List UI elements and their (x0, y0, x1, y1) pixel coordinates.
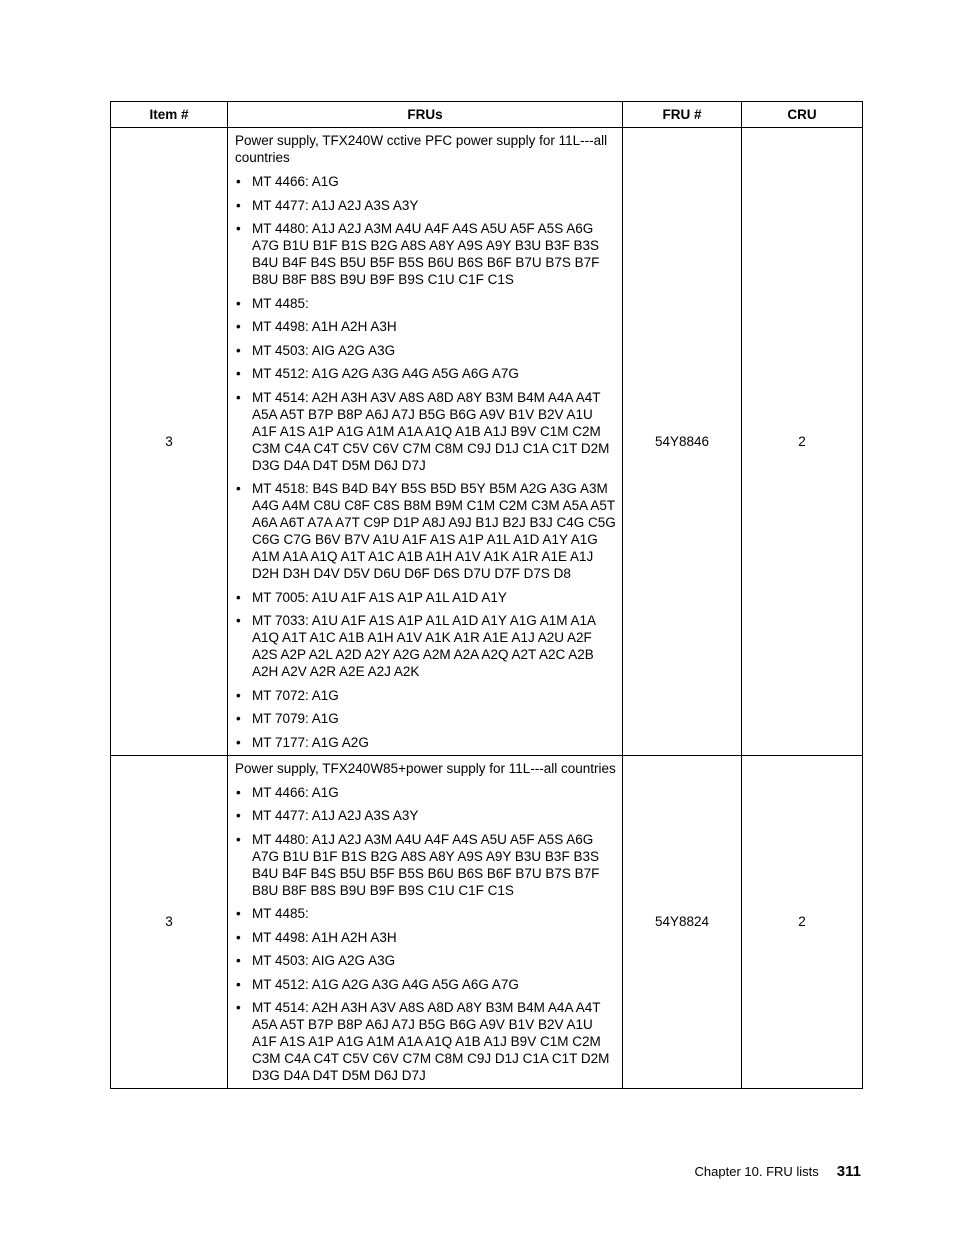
machine-type-text: MT 4498: A1H A2H A3H (252, 929, 397, 945)
list-item (235, 929, 616, 946)
machine-type-text: MT 4480: A1J A2J A3M A4U A4F A4S A5U A5F A5S A6G A7G B1U B1F B1S B2G A8S A8Y A9S A9Y B3U B3F B3S B4U B4F B4S B5U B5F B5S B6U B6S B6F B7U B7S B7F B8U B8F B8S B9U B9F B9S C1U C1F C1S (252, 221, 600, 287)
machine-type-text: MT 4480: A1J A2J A3M A4U A4F A4S A5U A5F A5S A6G A7G B1U B1F B1S B2G A8S A8Y A9S A9Y B3U B3F B3S B4U B4F B4S B5U B5F B5S B6U B6S B6F B7U B7S B7F B8U B8F B8S B9U B9F B9S C1U C1F C1S (252, 831, 600, 898)
cell-cru: 2 (742, 755, 863, 1089)
bullet-icon: • (236, 711, 241, 726)
bullet-icon: • (236, 808, 241, 823)
machine-type-text: MT 4503: AIG A2G A3G (252, 342, 396, 358)
list-item (235, 784, 616, 801)
table-row (111, 755, 863, 1089)
list-item (235, 807, 616, 824)
fru-table (110, 101, 863, 1089)
header-fru-number: FRU # (623, 102, 742, 128)
cell-cru: 2 (742, 128, 863, 756)
list-item (235, 999, 616, 1084)
machine-type-text: MT 4503: AIG A2G A3G (252, 953, 396, 968)
bullet-icon: • (236, 342, 241, 358)
list-item (235, 197, 616, 214)
bullet-icon: • (236, 389, 241, 405)
table-header-row (111, 102, 863, 128)
list-item (235, 295, 616, 312)
list-item (235, 220, 616, 288)
machine-type-text: MT 4512: A1G A2G A3G A4G A5G A6G A7G (252, 976, 519, 992)
list-item (235, 173, 616, 190)
bullet-icon: • (236, 906, 241, 921)
machine-type-text: MT 4514: A2H A3H A3V A8S A8D A8Y B3M B4M A4A A4T A5A A5T B7P B8P A6J A7J B5G B6G A9V B1V B2V A1U A1F A1S A1P A1G A1M A1A A1Q A1B A1J B9V C1M C2M C3M C4A C4T C5V C6V C7M C8M C9J D1J C1A C1T D2M D3G D4A D4T D5M D6J D7J (252, 389, 610, 473)
machine-type-text: MT 4498: A1H A2H A3H (252, 319, 397, 334)
bullet-icon: • (236, 953, 241, 968)
list-item (235, 976, 616, 993)
machine-type-text: MT 7072: A1G (252, 687, 339, 703)
list-item (235, 952, 616, 969)
machine-type-text: MT 4477: A1J A2J A3S A3Y (252, 197, 419, 213)
machine-type-text: MT 4466: A1G (252, 174, 339, 189)
list-item (235, 318, 616, 335)
machine-type-text: MT 7005: A1U A1F A1S A1P A1L A1D A1Y (252, 589, 507, 605)
page-number: 311 (836, 1163, 861, 1180)
cell-frus (228, 755, 623, 1089)
bullet-icon: • (236, 589, 241, 605)
fru-description: Power supply, TFX240W85+power supply for 11L---all countries (235, 760, 616, 776)
header-item: Item # (111, 102, 228, 128)
bullet-icon: • (236, 319, 241, 334)
machine-type-text: MT 4514: A2H A3H A3V A8S A8D A8Y B3M B4M A4A A4T A5A A5T B7P B8P A6J A7J B5G B6G A9V B1V B2V A1U A1F A1S A1P A1G A1M A1A A1Q A1B A1J B9V C1M C2M C3M C4A C4T C5V C6V C7M C8M C9J D1J C1A C1T D2M D3G D4A D4T D5M D6J D7J (252, 1000, 610, 1083)
bullet-icon: • (236, 174, 241, 189)
bullet-icon: • (236, 687, 241, 703)
bullet-icon: • (236, 221, 241, 236)
table-body (111, 128, 863, 1089)
cell-fru-number: 54Y8846 (623, 128, 742, 756)
table-row (111, 128, 863, 756)
fru-description: Power supply, TFX240W cctive PFC power supply for 11L---all countries (235, 133, 608, 165)
bullet-icon: • (236, 366, 241, 381)
cell-item: 3 (111, 755, 228, 1089)
page-footer (695, 1163, 861, 1180)
machine-type-list (235, 784, 616, 1085)
machine-type-text: MT 7177: A1G A2G (252, 734, 369, 750)
machine-type-text: MT 4466: A1G (252, 784, 339, 800)
cell-item: 3 (111, 128, 228, 756)
bullet-icon: • (236, 831, 241, 847)
list-item (235, 480, 616, 582)
machine-type-text: MT 4518: B4S B4D B4Y B5S B5D B5Y B5M A2G A3G A3M A4G A4M C8U C8F C8S B8M B9M C1M C2M C3M A5A A5T A6A A6T A7A A7T C9P D1P A8J A9J B1J B2J B3J C4G C5G C6G C7G B6V B7V A1U A1F A1S A1P A1L A1D A1Y A1G A1M A1A A1Q A1T A1C A1B A1H A1V A1K A1R A1E A1J D2H D3H D4V D5V D6U D6F D6S D7U D7F D7S D8 (252, 481, 616, 581)
list-item (235, 734, 616, 751)
list-item (235, 710, 616, 727)
machine-type-text: MT 7033: A1U A1F A1S A1P A1L A1D A1Y A1G A1M A1A A1Q A1T A1C A1B A1H A1V A1K A1R A1E A1J A2U A2F A2S A2P A2L A2D A2Y A2G A2M A2A A2Q A2T A2C A2B A2H A2V A2R A2E A2J A2K (252, 613, 596, 679)
header-frus: FRUs (228, 102, 623, 128)
machine-type-text: MT 4512: A1G A2G A3G A4G A5G A6G A7G (252, 366, 519, 381)
list-item (235, 687, 616, 704)
bullet-icon: • (236, 1000, 241, 1015)
bullet-icon: • (236, 929, 241, 945)
chapter-label: Chapter 10. FRU lists (694, 1164, 819, 1179)
bullet-icon: • (236, 613, 241, 628)
bullet-icon: • (236, 197, 241, 213)
list-item (235, 831, 616, 899)
list-item (235, 365, 616, 382)
cell-fru-number: 54Y8824 (623, 755, 742, 1089)
list-item (235, 389, 616, 474)
bullet-icon: • (236, 481, 241, 496)
list-item (235, 589, 616, 606)
list-item (235, 342, 616, 359)
machine-type-text: MT 4485: (252, 906, 309, 921)
bullet-icon: • (236, 784, 241, 800)
machine-type-text: MT 4477: A1J A2J A3S A3Y (252, 808, 419, 823)
cell-frus (228, 128, 623, 756)
machine-type-text: MT 7079: A1G (252, 711, 339, 726)
bullet-icon: • (236, 295, 241, 311)
bullet-icon: • (236, 734, 241, 750)
header-cru: CRU (742, 102, 863, 128)
list-item (235, 612, 616, 680)
list-item (235, 905, 616, 922)
machine-type-text: MT 4485: (252, 295, 309, 311)
machine-type-list (235, 173, 616, 751)
bullet-icon: • (236, 976, 241, 992)
